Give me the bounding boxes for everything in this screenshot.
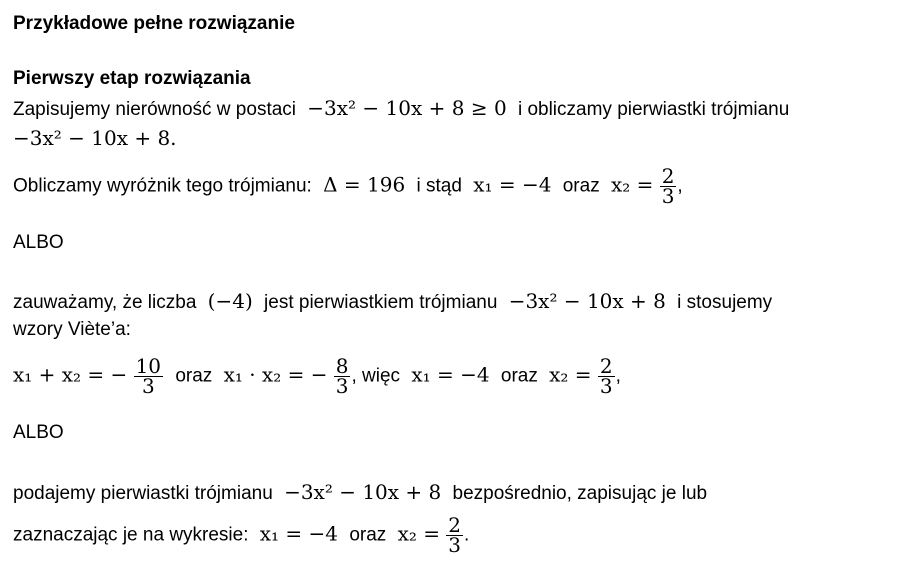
discriminant-expression: Δ = 196: [323, 172, 406, 197]
fraction-two-thirds: [598, 354, 615, 398]
text-segment: Zapisujemy nierówność w postaci: [13, 99, 297, 120]
text-segment: , więc: [351, 365, 401, 387]
root-x1: x₁ = −4: [411, 362, 490, 387]
fraction-denominator: 3: [141, 374, 155, 398]
text-segment: oraz: [562, 175, 600, 197]
punctuation: .: [464, 524, 470, 546]
paragraph-line-8: [13, 513, 470, 557]
albo-separator-1: ALBO: [13, 232, 64, 253]
fraction-numerator: 10: [135, 354, 162, 378]
fraction-two-thirds: [446, 513, 463, 557]
inequality-expression: −3x² − 10x + 8 ≥ 0: [307, 96, 507, 120]
root-x1: x₁ = −4: [259, 521, 339, 546]
text-segment: zaznaczając je na wykresie:: [13, 524, 249, 546]
text-segment: jest pierwiastkiem trójmianu: [264, 292, 498, 313]
fraction-denominator: 3: [661, 184, 675, 208]
fraction-numerator: 8: [335, 354, 349, 378]
page-title: Przykładowe pełne rozwiązanie: [13, 13, 295, 34]
punctuation: ,: [677, 175, 683, 197]
fraction-denominator: 3: [335, 374, 349, 398]
text-segment: oraz: [175, 365, 213, 387]
text-segment: i obliczamy pierwiastki trójmianu: [517, 99, 790, 120]
solution-document: [13, 0, 903, 565]
text-segment: i stąd: [416, 175, 462, 197]
fraction-ten-thirds: [134, 354, 163, 398]
punctuation: ,: [615, 365, 621, 387]
text-segment: Obliczamy wyróżnik tego trójmianu:: [13, 175, 312, 197]
paragraph-line-5: wzory Viète’a:: [13, 319, 131, 340]
polynomial-expression: −3x² − 10x + 8: [508, 289, 666, 313]
paragraph-line-3: [13, 164, 683, 208]
vieta-sum-lhs: x₁ + x₂ = −: [13, 362, 128, 387]
text-segment: podajemy pierwiastki trójmianu: [13, 483, 273, 504]
number-expression: (−4): [207, 289, 253, 313]
vieta-product-lhs: x₁ · x₂ = −: [223, 362, 328, 387]
root-x2-lhs: x₂ =: [610, 172, 654, 197]
text-segment: oraz: [349, 524, 387, 546]
albo-separator-2: ALBO: [13, 422, 64, 443]
text-segment: zauważamy, że liczba: [13, 292, 197, 313]
paragraph-line-1: [13, 96, 789, 122]
polynomial-expression: −3x² − 10x + 8: [284, 480, 442, 504]
root-x1: x₁ = −4: [473, 172, 552, 197]
fraction-numerator: 2: [661, 164, 675, 188]
fraction-denominator: 3: [599, 374, 613, 398]
text-segment: i stosujemy: [677, 292, 773, 313]
polynomial-expression: −3x² − 10x + 8.: [13, 126, 177, 150]
text-segment: oraz: [500, 365, 538, 387]
paragraph-line-2: [13, 126, 177, 152]
paragraph-line-4: [13, 289, 772, 315]
fraction-numerator: 2: [599, 354, 613, 378]
fraction-eight-thirds: [334, 354, 351, 398]
root-x2-lhs: x₂ =: [549, 362, 592, 387]
paragraph-line-6: [13, 354, 621, 398]
stage-heading: Pierwszy etap rozwiązania: [13, 68, 251, 89]
fraction-two-thirds: [660, 164, 677, 208]
text-segment: bezpośrednio, zapisując je lub: [452, 483, 708, 504]
fraction-numerator: 2: [448, 513, 462, 537]
fraction-denominator: 3: [448, 533, 462, 557]
root-x2-lhs: x₂ =: [397, 521, 440, 546]
paragraph-line-7: [13, 480, 707, 506]
